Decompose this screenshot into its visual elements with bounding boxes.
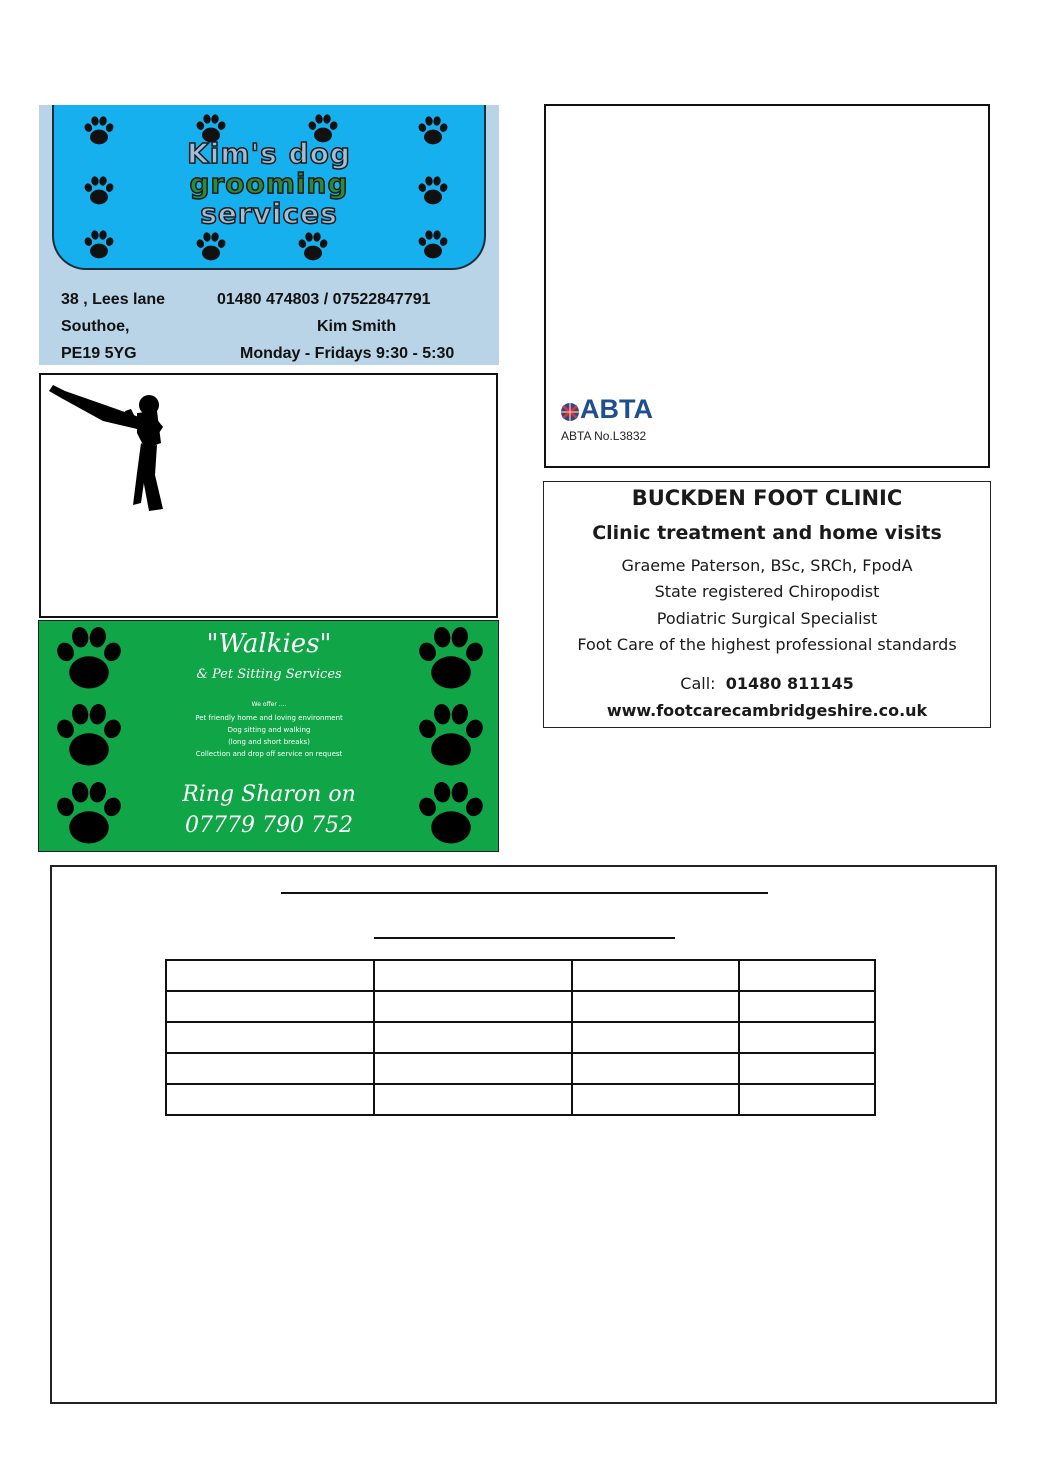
- paw-icon: [411, 701, 491, 767]
- walkies-offer-intro: We offer ....: [251, 701, 287, 708]
- paw-icon: [49, 701, 129, 767]
- paw-icon: [49, 624, 129, 690]
- table-cell: [739, 991, 875, 1022]
- paw-icon: [294, 231, 332, 261]
- table-row: [166, 1022, 875, 1053]
- table-cell: [739, 1022, 875, 1053]
- table-cell: [374, 991, 572, 1022]
- foot-clinic-call-line: [544, 674, 990, 693]
- kims-title-line2: grooming: [189, 167, 349, 200]
- walkies-offer-3: (long and short breaks): [228, 738, 310, 746]
- subheading-underline: [374, 937, 675, 939]
- kims-address-line1: 38 , Lees lane: [61, 291, 166, 308]
- globe-logo-icon: [560, 402, 580, 422]
- walkies-pet-sitting-card: [38, 620, 499, 852]
- walkies-offer-1: Pet friendly home and loving environment: [195, 714, 343, 722]
- foot-clinic-line3: Foot Care of the highest professional standards: [577, 635, 957, 654]
- table-cell: [572, 991, 739, 1022]
- paw-icon: [49, 779, 129, 845]
- walkies-offer-4: Collection and drop off service on request: [195, 750, 343, 758]
- table-cell: [166, 960, 374, 991]
- table-cell: [166, 1022, 374, 1053]
- table-cell: [374, 1053, 572, 1084]
- table-cell: [166, 991, 374, 1022]
- table-cell: [374, 1022, 572, 1053]
- walkies-ring-label: Ring Sharon on: [182, 782, 356, 807]
- kims-title-line3: services: [200, 197, 338, 230]
- buckden-foot-clinic-card: [543, 481, 991, 728]
- kims-phone: 01480 474803 / 07522847791: [217, 291, 431, 308]
- walkies-offer-2: Dog sitting and walking: [227, 726, 311, 734]
- blank-table: [165, 959, 876, 1116]
- walkies-subtitle: & Pet Sitting Services: [196, 667, 342, 682]
- kims-banner: [52, 105, 486, 270]
- abta-logo-text: ABTA: [580, 394, 653, 424]
- table-cell: [739, 1053, 875, 1084]
- table-row: [166, 991, 875, 1022]
- foot-clinic-phone: 01480 811145: [725, 674, 854, 693]
- table-row: [166, 960, 875, 991]
- karate-kick-silhouette-icon: [45, 383, 165, 513]
- table-row: [166, 1084, 875, 1115]
- foot-clinic-practitioner: Graeme Paterson, BSc, SRCh, FpodA: [621, 556, 913, 575]
- kims-dog-grooming-card: [39, 105, 499, 365]
- table-cell: [374, 960, 572, 991]
- table-cell: [739, 1084, 875, 1115]
- kims-title-line1: Kim's dog: [187, 137, 351, 170]
- kims-address-line2: Southoe,: [61, 318, 130, 335]
- kims-contact-name: Kim Smith: [317, 318, 397, 335]
- table-cell: [572, 1022, 739, 1053]
- abta-membership-number: ABTA No.L3832: [561, 429, 647, 443]
- abta-card: [544, 104, 990, 468]
- foot-clinic-title: BUCKDEN FOOT CLINIC: [631, 486, 903, 510]
- table-cell: [572, 1084, 739, 1115]
- table-cell: [166, 1084, 374, 1115]
- foot-clinic-subtitle: Clinic treatment and home visits: [592, 522, 942, 544]
- walkies-title: "Walkies": [206, 629, 332, 659]
- foot-clinic-call-label: Call:: [680, 674, 716, 693]
- table-cell: [572, 1053, 739, 1084]
- table-cell: [572, 960, 739, 991]
- foot-clinic-website: www.footcarecambridgeshire.co.uk: [606, 701, 928, 720]
- paw-icon: [411, 624, 491, 690]
- table-row: [166, 1053, 875, 1084]
- paw-icon: [411, 779, 491, 845]
- foot-clinic-line1: State registered Chiropodist: [654, 582, 880, 601]
- table-cell: [374, 1084, 572, 1115]
- bottom-framed-section: [50, 865, 997, 1404]
- paw-icon: [192, 231, 230, 261]
- table-cell: [166, 1053, 374, 1084]
- heading-underline: [281, 892, 768, 894]
- walkies-phone: 07779 790 752: [185, 813, 353, 838]
- paw-icon: [80, 229, 118, 259]
- foot-clinic-line2: Podiatric Surgical Specialist: [656, 609, 878, 628]
- table-cell: [739, 960, 875, 991]
- karate-card: [39, 373, 498, 618]
- kims-address-line3: PE19 5YG: [61, 345, 137, 362]
- paw-icon: [414, 229, 452, 259]
- kims-hours: Monday - Fridays 9:30 - 5:30: [240, 345, 455, 362]
